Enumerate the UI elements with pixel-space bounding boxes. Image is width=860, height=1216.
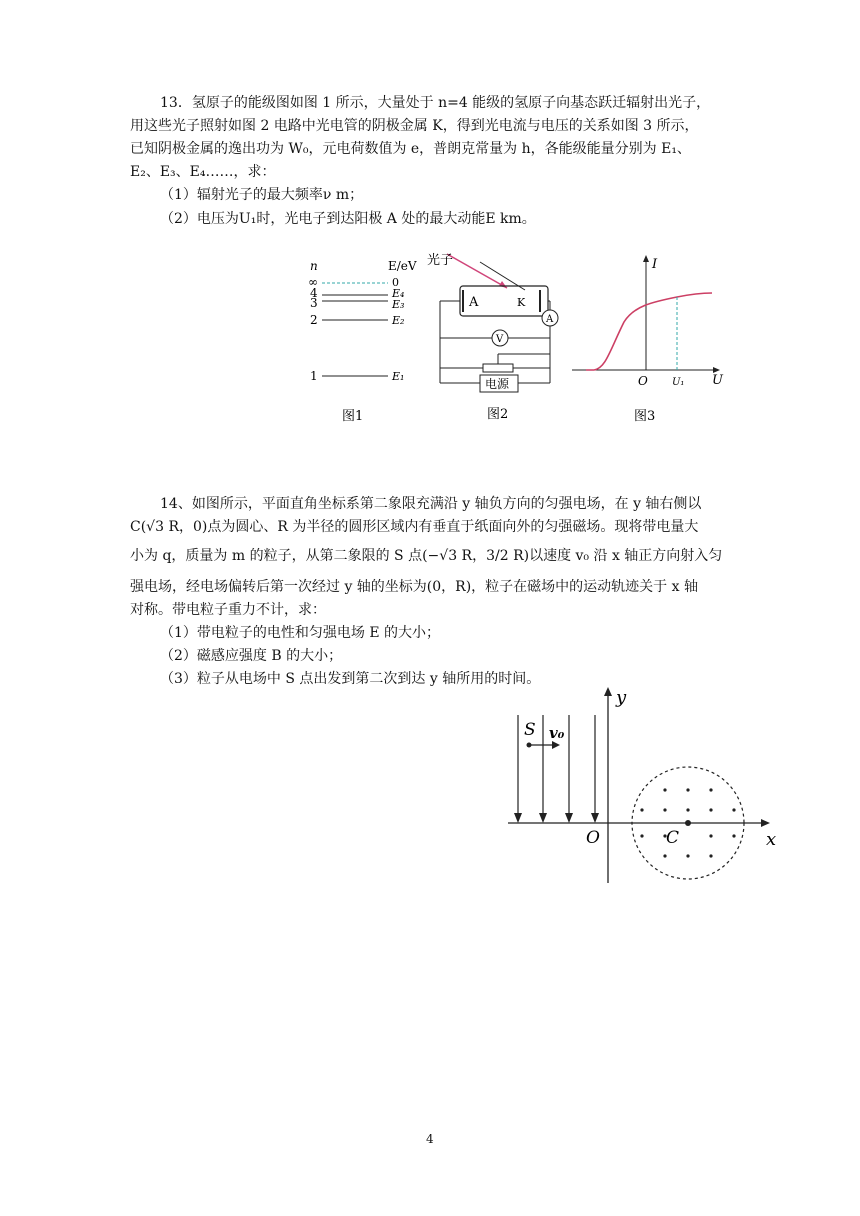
fig3-caption: 图3 (634, 409, 656, 424)
power-source-label: 电源 (485, 377, 510, 391)
q14-line5: 对称。带电粒子重力不计，求： (130, 602, 326, 618)
ammeter-label: A (546, 314, 554, 325)
q14-sub1: （1）带电粒子的电性和匀强电场 E 的大小； (160, 625, 441, 641)
q14-sub2: （2）磁感应强度 B 的大小； (160, 648, 343, 664)
current-axis-label: I (652, 257, 658, 272)
x-axis-label: x (766, 829, 777, 850)
s-point-label: S (524, 720, 536, 740)
energy-axis-label: E/eV (388, 259, 417, 273)
energy-e2: E₂ (392, 314, 405, 327)
level-inf: ∞ (308, 275, 318, 289)
fig1-caption: 图1 (342, 409, 364, 424)
q14-line2: C(√3 R，0)点为圆心、R 为半径的圆形区域内有垂直于纸面向外的匀强磁场。现将带电量大 (130, 519, 699, 535)
page-number: 4 (426, 1132, 434, 1146)
level-1: 1 (310, 369, 318, 383)
q13-line2: 用这些光子照射如图 2 电路中光电管的阴极金属 K，得到光电流与电压的关系如图 3 所示， (130, 118, 699, 134)
voltmeter-label: V (496, 334, 504, 345)
q13-line3: 已知阴极金属的逸出功为 W₀，元电荷数值为 e，普朗克常量为 h，各能级能量分别为 E₁、 (130, 141, 691, 157)
level-3: 3 (310, 296, 318, 310)
energy-level-figure (300, 250, 430, 430)
n-label: n (310, 259, 318, 273)
q13-sub1: （1）辐射光子的最大频率ν m； (160, 187, 364, 203)
cathode-label: K (517, 296, 526, 309)
level-2: 2 (310, 313, 318, 327)
voltage-axis-label: U (712, 373, 723, 388)
q14-line1: 14、如图所示，平面直角坐标系第二象限充满沿 y 轴负方向的匀强电场，在 y 轴右侧以 (160, 496, 702, 512)
q14-line3: 小为 q，质量为 m 的粒子，从第二象限的 S 点(−√3 R，3/2 R)以速度 v₀ 沿 x 轴正方向射入匀 (130, 548, 723, 564)
q13-line1: 13．氢原子的能级图如图 1 所示，大量处于 n=4 能级的氢原子向基态跃迁辐射出光子， (160, 95, 711, 111)
level-4: 4 (310, 286, 318, 300)
photocell-circuit-figure (425, 248, 575, 428)
q13-sub2: （2）电压为U₁时，光电子到达阳极 A 处的最大动能E km。 (160, 211, 536, 227)
q13-line4: E₂、E₃、E₄……，求： (130, 164, 276, 180)
anode-label: A (469, 295, 479, 310)
iu-curve-figure (572, 250, 732, 430)
q14-sub3: （3）粒子从电场中 S 点出发到第二次到达 y 轴所用的时间。 (160, 671, 541, 687)
field-diagram (500, 683, 790, 893)
y-axis-label: y (616, 687, 627, 708)
v0-label: v₀ (549, 724, 565, 742)
energy-e3: E₃ (392, 298, 405, 311)
energy-e1: E₁ (392, 370, 405, 383)
center-c-label: C (666, 828, 680, 848)
origin-label: O (638, 374, 648, 388)
photon-label: 光子 (427, 253, 454, 268)
origin-o-label: O (586, 828, 600, 848)
u1-label: U₁ (672, 377, 685, 388)
energy-e4: E₄ (392, 287, 405, 300)
energy-0: 0 (392, 276, 399, 289)
q14-line4: 强电场，经电场偏转后第一次经过 y 轴的坐标为(0，R)，粒子在磁场中的运动轨迹关于 x 轴 (130, 579, 698, 595)
fig2-caption: 图2 (487, 407, 509, 422)
